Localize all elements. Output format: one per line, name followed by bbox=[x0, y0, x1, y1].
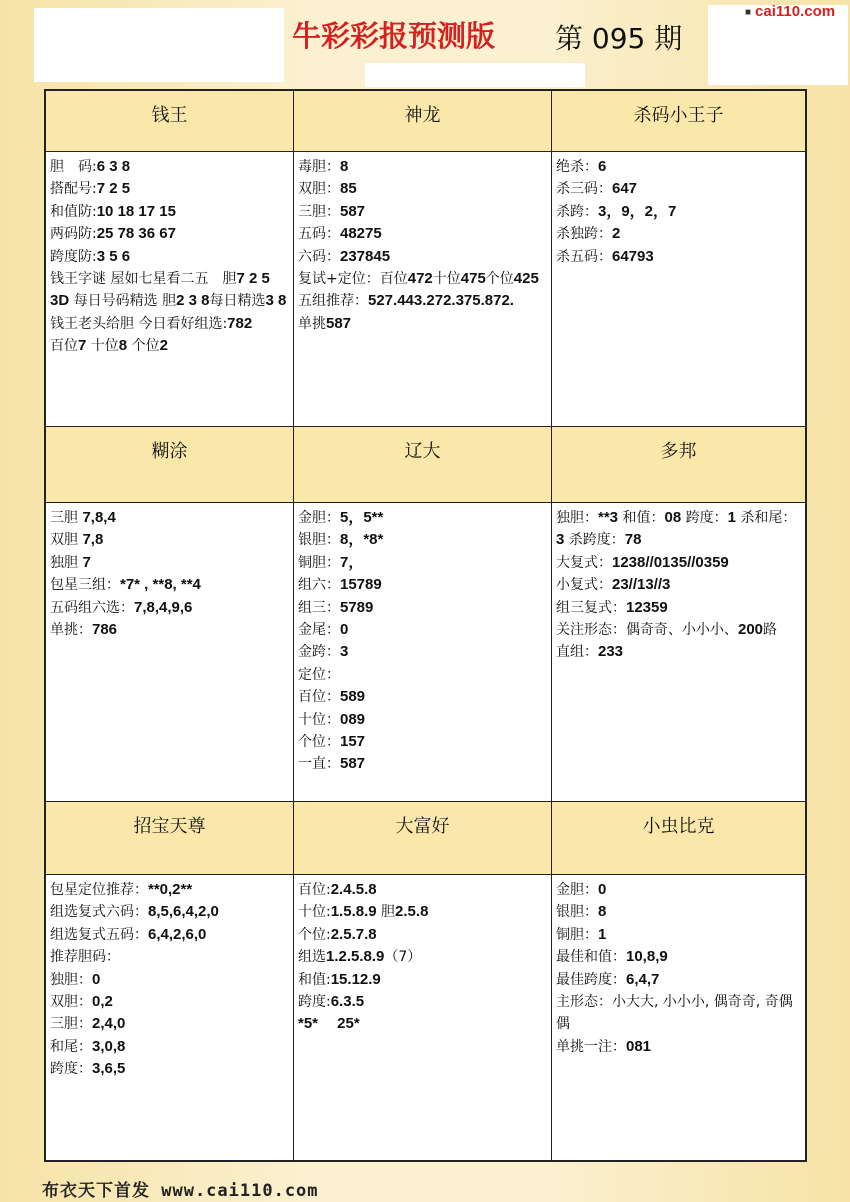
cell-line: 百位：589 bbox=[298, 688, 366, 706]
page-title: 牛彩彩报预测版 bbox=[292, 19, 496, 53]
prediction-cell bbox=[46, 875, 293, 1160]
site-logo-text: cai110.com bbox=[755, 3, 836, 20]
white-label-left bbox=[34, 8, 284, 82]
cell-line: 跨度:6.3.5 bbox=[298, 993, 365, 1011]
cell-line: 小复式：23//13//3 bbox=[556, 576, 671, 594]
cell-line: 和值防:10 18 17 15 bbox=[50, 202, 176, 220]
cell-line: 独胆：**3 和值：08 跨度：1 杀和尾：3 杀跨度：78 bbox=[556, 509, 797, 549]
bullet-icon: ■ bbox=[745, 6, 752, 18]
cell-line: 组六：15789 bbox=[298, 576, 382, 594]
cell-line: 和尾：3,0,8 bbox=[50, 1037, 126, 1055]
prediction-table bbox=[44, 89, 807, 1162]
column-header: 钱王 bbox=[151, 105, 188, 126]
cell-line: 最佳和值：10,8,9 bbox=[556, 948, 668, 966]
cell-line: 百位7 十位8 个位2 bbox=[50, 337, 168, 355]
cell-line: 两码防:25 78 36 67 bbox=[50, 225, 176, 243]
cell-line: 毒胆：8 bbox=[298, 158, 349, 175]
cell-line: 六码：237845 bbox=[298, 247, 391, 265]
cell-line: 单挑587 bbox=[298, 314, 352, 332]
cell-line: 跨度：3,6,5 bbox=[50, 1060, 126, 1078]
prediction-cell bbox=[293, 875, 551, 1160]
content-row-2 bbox=[46, 503, 805, 802]
cell-line: 金胆：5，5** bbox=[298, 509, 384, 526]
cell-line: 组三：5789 bbox=[298, 598, 374, 616]
cell-line: 钱王字谜 屋如七星看二五 胆7 2 5 bbox=[50, 270, 270, 288]
prediction-cell bbox=[551, 152, 805, 426]
cell-line: 金胆：0 bbox=[556, 881, 607, 898]
cell-line: 杀跨：3，9，2，7 bbox=[556, 202, 677, 220]
column-header: 辽大 bbox=[293, 427, 551, 502]
prediction-cell bbox=[293, 152, 551, 426]
cell-line: 双胆 7,8 bbox=[50, 531, 104, 549]
cell-line: 组选复式六码：8,5,6,4,2,0 bbox=[50, 903, 219, 921]
cell-line: 主形态：小大大, 小小小, 偶奇奇, 奇偶偶 bbox=[556, 994, 793, 1033]
cell-line: 铜胆：7， bbox=[298, 553, 364, 571]
column-header: 小虫比克 bbox=[551, 802, 805, 874]
cell-line: 铜胆：1 bbox=[556, 925, 607, 943]
cell-line: 胆 码:6 3 8 bbox=[50, 158, 131, 175]
cell-line: 组选复式五码：6,4,2,6,0 bbox=[50, 925, 207, 943]
prediction-cell bbox=[293, 503, 551, 801]
cell-line: 包星三组：*7* , **8, **4 bbox=[50, 576, 201, 594]
cell-line: 杀五码：64793 bbox=[556, 247, 654, 265]
column-header: 糊涂 bbox=[151, 441, 188, 462]
cell-line: 单挑一注：081 bbox=[556, 1037, 652, 1055]
prediction-cell bbox=[551, 503, 805, 801]
cell-line: 钱王老头给胆 今日看好组选:782 bbox=[50, 314, 253, 332]
cell-line: 直组：233 bbox=[556, 643, 624, 661]
cell-line: 复试+定位：百位472十位475个位425 bbox=[298, 270, 539, 288]
prediction-cell bbox=[46, 152, 293, 426]
cell-line: 大复式：1238//0135//0359 bbox=[556, 553, 729, 571]
column-header: 多邦 bbox=[551, 427, 805, 502]
cell-line: 三胆：2,4,0 bbox=[50, 1015, 126, 1033]
cell-line: 组选1.2.5.8.9（7） bbox=[298, 948, 422, 966]
cell-line: 杀三码：647 bbox=[556, 180, 638, 198]
column-header: 神龙 bbox=[293, 91, 551, 151]
cell-line: 和值:15.12.9 bbox=[298, 970, 381, 988]
cell-line: 五组推荐：527.443.272.375.872. bbox=[298, 292, 514, 310]
cell-line: 个位:2.5.7.8 bbox=[298, 925, 377, 943]
cell-line: 独胆：0 bbox=[50, 970, 101, 988]
content-row-1 bbox=[46, 152, 805, 427]
cell-line: 一直：587 bbox=[298, 755, 366, 773]
cell-line: 三胆 7,8,4 bbox=[50, 509, 116, 526]
prediction-cell bbox=[551, 875, 805, 1160]
content-row-3 bbox=[46, 875, 805, 1160]
cell-line: 十位:1.5.8.9 胆2.5.8 bbox=[298, 903, 429, 921]
cell-line: 3D 每日号码精选 胆2 3 8每日精选3 8 bbox=[50, 292, 287, 310]
cell-line: 五码组六选：7,8,4,9,6 bbox=[50, 598, 193, 616]
cell-line: 银胆：8 bbox=[556, 903, 607, 921]
cell-line: 金尾：0 bbox=[298, 621, 349, 639]
cell-line: 杀独跨：2 bbox=[556, 225, 621, 243]
cell-line: 个位：157 bbox=[298, 733, 366, 751]
cell-line: 百位:2.4.5.8 bbox=[298, 881, 377, 898]
cell-line: 最佳跨度：6,4,7 bbox=[556, 970, 660, 988]
cell-line: 十位：089 bbox=[298, 710, 366, 728]
header-row-2 bbox=[46, 427, 805, 503]
cell-line: 推荐胆码： bbox=[50, 949, 120, 966]
cell-line: 银胆：8，*8* bbox=[298, 531, 384, 549]
site-logo[interactable] bbox=[745, 3, 835, 20]
column-header: 招宝天尊 bbox=[133, 816, 206, 837]
cell-line: 单挑：786 bbox=[50, 621, 118, 639]
cell-line: 双胆：85 bbox=[298, 180, 357, 198]
cell-line: 双胆：0,2 bbox=[50, 993, 113, 1011]
white-label-middle bbox=[365, 63, 585, 87]
cell-line: 搭配号:7 2 5 bbox=[50, 180, 131, 198]
cell-line: 独胆 7 bbox=[50, 553, 91, 571]
cell-line: 跨度防:3 5 6 bbox=[50, 247, 131, 265]
cell-line: 五码：48275 bbox=[298, 225, 382, 243]
cell-line: 绝杀：6 bbox=[556, 158, 607, 175]
cell-line: 关注形态：偶奇奇、小小小、200路 bbox=[556, 621, 778, 639]
cell-line: 包星定位推荐：**0,2** bbox=[50, 881, 193, 898]
cell-line: 三胆：587 bbox=[298, 202, 366, 220]
prediction-cell bbox=[46, 503, 293, 801]
header-row-1 bbox=[46, 91, 805, 152]
cell-line: 金跨：3 bbox=[298, 643, 349, 661]
issue-number: 第 095 期 bbox=[555, 22, 683, 55]
cell-line: *5* 25* bbox=[298, 1015, 360, 1033]
header-row-3 bbox=[46, 802, 805, 875]
footer-site-text: 布衣天下首发 www.cai110.com bbox=[42, 1181, 319, 1201]
column-header: 大富好 bbox=[293, 802, 551, 874]
column-header: 杀码小王子 bbox=[551, 91, 805, 151]
cell-line: 定位： bbox=[298, 666, 340, 683]
cell-line: 组三复式：12359 bbox=[556, 598, 668, 616]
